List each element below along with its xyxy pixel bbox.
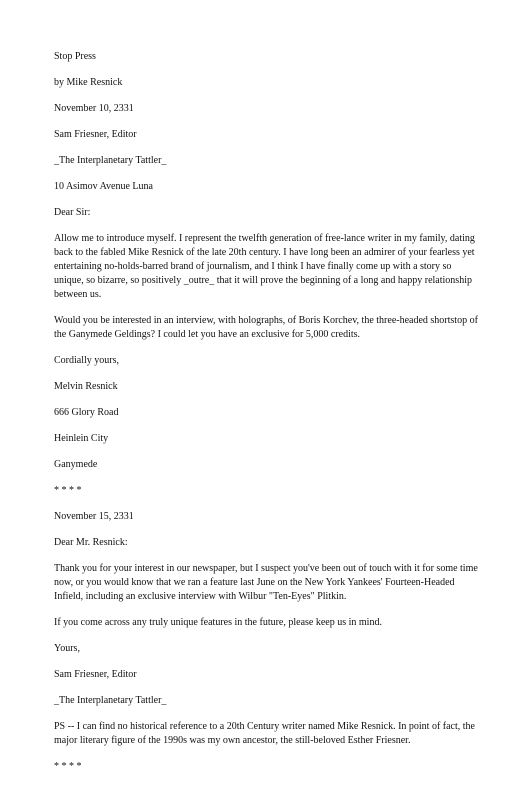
letter1-recipient-address: 10 Asimov Avenue Luna <box>54 181 153 192</box>
letter2-publication: _The Interplanetary Tattler_ <box>54 695 167 706</box>
letter2-closing: Yours, <box>54 643 80 654</box>
byline: by Mike Resnick <box>54 77 123 88</box>
document-title: Stop Press <box>54 51 96 62</box>
letter1-salutation: Dear Sir: <box>54 207 91 218</box>
letter1-recipient-name: Sam Friesner, Editor <box>54 129 137 140</box>
letter1-date: November 10, 2331 <box>54 103 134 114</box>
letter2-date: November 15, 2331 <box>54 511 134 522</box>
section-separator: * * * * <box>54 761 82 772</box>
document-body <box>54 50 478 786</box>
letter1-address-line: 666 Glory Road <box>54 407 119 418</box>
letter1-recipient-publication: _The Interplanetary Tattler_ <box>54 155 167 166</box>
letter1-paragraph: Allow me to introduce myself. I represent the twelfth generation of free-lance writer in my family, dating back to the fabled Mike Resnick of the late 20th century. I have long been an admirer of your fearless yet entertaining no-holds-barred brand of journalism, and I think I have finally come up with a story so unique, so bizarre, so positively _outre_ that it will prove the beginning of a long and happy relationship between us. <box>54 233 475 300</box>
letter1-address-line: Heinlein City <box>54 433 109 444</box>
letter2-paragraph: If you come across any truly unique features in the future, please keep us in mind. <box>54 617 382 628</box>
letter1-paragraph: Would you be interested in an interview, with holographs, of Boris Korchev, the three-headed shortstop of the Ganymede Geldings? I could let you have an exclusive for 5,000 credits. <box>54 315 478 340</box>
letter2-paragraph: Thank you for your interest in our newspaper, but I suspect you've been out of touch with it for some time now, or you would know that we ran a feature last June on the New York Yankees' Fourteen-Headed Infield, including an exclusive interview with Wilbur "Ten-Eyes" Plitkin. <box>54 563 478 602</box>
letter2-postscript: PS -- I can find no historical reference to a 20th Century writer named Mike Resnick. In point of fact, the major literary figure of the 1990s was my own ancestor, the still-beloved Esther Friesner. <box>54 721 475 746</box>
letter2-signature: Sam Friesner, Editor <box>54 669 137 680</box>
letter1-closing: Cordially yours, <box>54 355 119 366</box>
letter2-salutation: Dear Mr. Resnick: <box>54 537 128 548</box>
letter1-signature: Melvin Resnick <box>54 381 118 392</box>
letter1-address-line: Ganymede <box>54 459 98 470</box>
section-separator: * * * * <box>54 485 82 496</box>
